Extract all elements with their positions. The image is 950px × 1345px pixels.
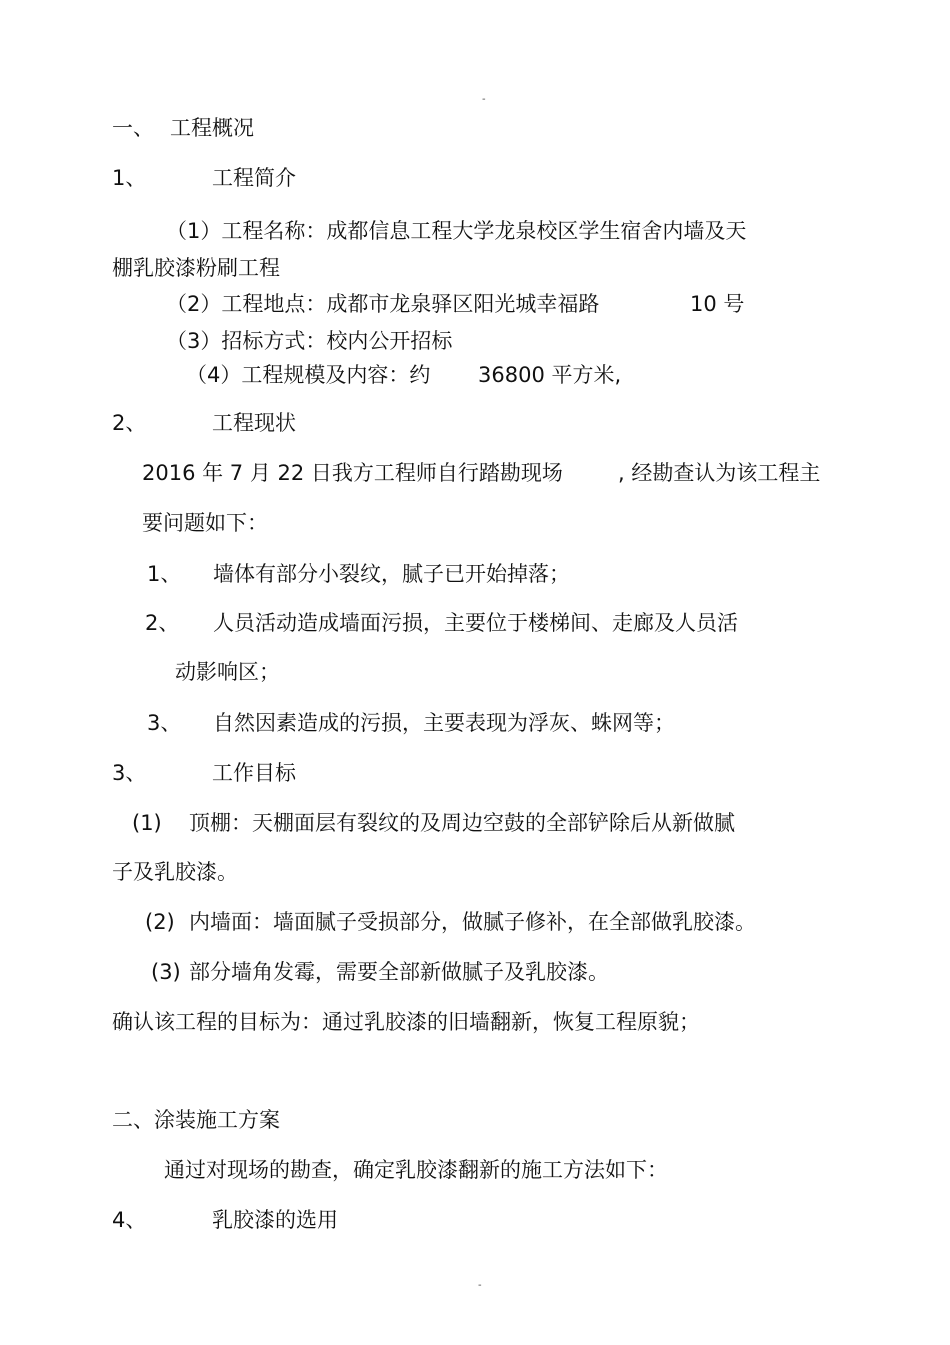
project-location-number: 10 号 bbox=[690, 292, 745, 316]
goal2-text: 内墙面：墙面腻子受损部分，做腻子修补，在全部做乳胶漆。 bbox=[189, 910, 756, 934]
problem1-text: 墙体有部分小裂纹，腻子已开始掉落； bbox=[213, 562, 570, 586]
sub1-title: 工程简介 bbox=[212, 166, 296, 190]
bidding-method: （3）招标方式：校内公开招标 bbox=[166, 329, 453, 353]
footer-mark: - bbox=[478, 1280, 482, 1291]
sub3-title: 工作目标 bbox=[212, 761, 296, 785]
sub4-number: 4、 bbox=[112, 1208, 147, 1232]
sub3-number: 3、 bbox=[112, 761, 147, 785]
sub2-title: 工程现状 bbox=[212, 411, 296, 435]
section2-intro: 通过对现场的勘查，确定乳胶漆翻新的施工方法如下： bbox=[164, 1158, 668, 1182]
problem2-text-line1: 人员活动造成墙面污损，主要位于楼梯间、走廊及人员活 bbox=[213, 611, 738, 635]
project-scale: （4）工程规模及内容：约 bbox=[186, 363, 431, 387]
project-location: （2）工程地点：成都市龙泉驿区阳光城幸福路 bbox=[166, 292, 600, 316]
problem3-number: 3、 bbox=[147, 711, 182, 735]
status-paragraph-line1-end: , 经勘查认为该工程主 bbox=[618, 461, 821, 485]
status-paragraph-line2: 要问题如下： bbox=[142, 511, 268, 535]
project-name-line1: （1）工程名称：成都信息工程大学龙泉校区学生宿舍内墙及天 bbox=[166, 219, 747, 243]
goal3-number: (3) bbox=[151, 960, 181, 984]
goal2-number: (2) bbox=[145, 910, 175, 934]
section1-title: 工程概况 bbox=[170, 116, 254, 140]
header-mark: - bbox=[482, 94, 486, 105]
sub1-number: 1、 bbox=[112, 166, 147, 190]
section1-number: 一、 bbox=[112, 116, 154, 140]
status-paragraph-line1: 2016 年 7 月 22 日我方工程师自行踏勘现场 bbox=[142, 461, 563, 485]
project-name-line2: 棚乳胶漆粉刷工程 bbox=[112, 256, 280, 280]
goal-conclusion: 确认该工程的目标为：通过乳胶漆的旧墙翻新，恢复工程原貌； bbox=[112, 1010, 700, 1034]
goal3-text: 部分墙角发霉，需要全部新做腻子及乳胶漆。 bbox=[189, 960, 609, 984]
problem3-text: 自然因素造成的污损，主要表现为浮灰、蛛网等； bbox=[213, 711, 675, 735]
goal1-text-line2: 子及乳胶漆。 bbox=[112, 860, 238, 884]
problem1-number: 1、 bbox=[147, 562, 182, 586]
section2-title: 二、涂装施工方案 bbox=[112, 1108, 280, 1132]
goal1-text-line1: 顶棚：天棚面层有裂纹的及周边空鼓的全部铲除后从新做腻 bbox=[189, 811, 735, 835]
sub2-number: 2、 bbox=[112, 411, 147, 435]
project-scale-area: 36800 平方米, bbox=[478, 363, 622, 387]
goal1-number: (1) bbox=[132, 811, 162, 835]
sub4-title: 乳胶漆的选用 bbox=[212, 1208, 338, 1232]
problem2-text-line2: 动影响区； bbox=[175, 660, 280, 684]
problem2-number: 2、 bbox=[145, 611, 180, 635]
